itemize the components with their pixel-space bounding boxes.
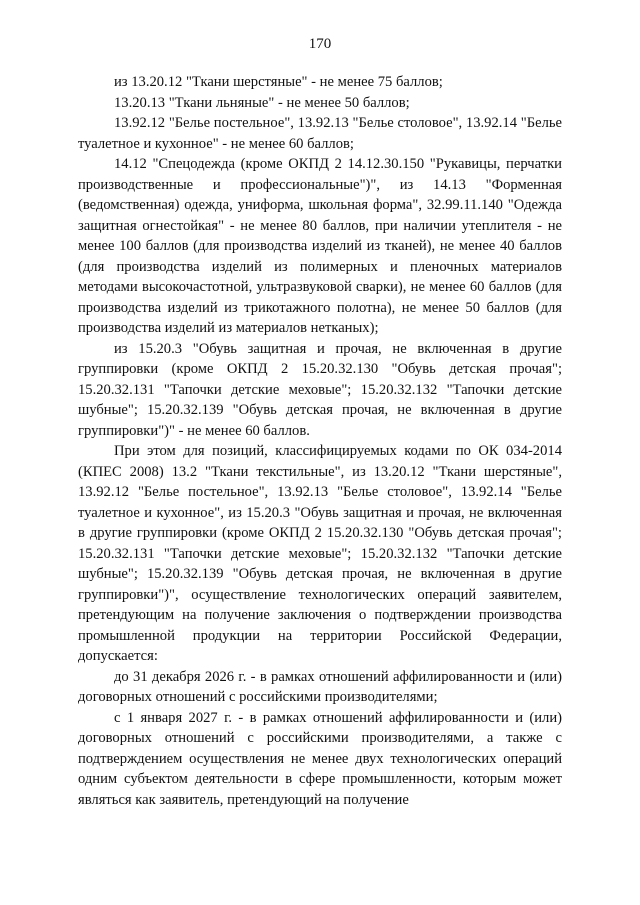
page-number: 170 <box>308 36 332 52</box>
paragraph-footwear: из 15.20.3 "Обувь защитная и прочая, не включенная в другие группировки (кроме ОКПД 2 15.20.32.130 "Обувь детская прочая"; 15.20.32.131 "Тапочки детские меховые"; 15.20.32.132 "Тапочки детские шубные"; 15.20.32.139 "Обувь детская прочая, не включенная в другие группировки")" - не менее 60 баллов. <box>78 340 562 439</box>
paragraph-linen-fabrics: 13.20.13 "Ткани льняные" - не менее 50 баллов; <box>114 94 410 111</box>
paragraph-bed-linen: 13.92.12 "Белье постельное", 13.92.13 "Белье столовое", 13.92.14 "Белье туалетное и кухонное" - не менее 60 баллов; <box>78 115 562 152</box>
paragraph-from-2027: с 1 января 2027 г. - в рамках отношений аффилированности и (или) договорных отношений с российскими производителями, а также с подтверждением осуществления не менее двух технологических операций одним субъектом деятельности в сфере промышленности, которым может являться как заявитель, претендующий на получение <box>78 709 562 808</box>
paragraph-workwear: 14.12 "Спецодежда (кроме ОКПД 2 14.12.30.150 "Рукавицы, перчатки производственные и профессиональные")", из 14.13 "Форменная (ведомственная) одежда, униформа, школьная форма", 32.99.11.140 "Одежда защитная огнестойкая" - не менее 80 баллов, при наличии утеплителя - не менее 100 баллов (для производства изделий из тканей), не менее 40 баллов (для производства изделий из полимерных и пленочных материалов методами высокочастотной, ультразвуковой сварки), не менее 60 баллов (для производства изделий из трикотажного полотна), не менее 50 баллов (для производства изделий из материалов нетканых); <box>78 156 562 336</box>
document-body <box>78 72 562 810</box>
paragraph-wool-fabrics: из 13.20.12 "Ткани шерстяные" - не менее 75 баллов; <box>114 74 443 90</box>
paragraph-until-2026: до 31 декабря 2026 г. - в рамках отношений аффилированности и (или) договорных отношений с российскими производителями; <box>78 668 562 705</box>
paragraph-technological-operations: При этом для позиций, классифицируемых кодами по ОК 034-2014 (КПЕС 2008) 13.2 "Ткани текстильные", из 13.20.12 "Ткани шерстяные", 13.92.12 "Белье постельное", 13.92.13 "Белье столовое", 13.92.14 "Белье туалетное и кухонное", из 15.20.3 "Обувь защитная и прочая, не включенная в другие группировки (кроме ОКПД 2 15.20.32.130 "Обувь детская прочая"; 15.20.32.131 "Тапочки детские меховые"; 15.20.32.132 "Тапочки детские шубные"; 15.20.32.139 "Обувь детская прочая, не включенная в другие группировки")", осуществление технологических операций заявителем, претендующим на получение заключения о подтверждении производства промышленной продукции на территории Российской Федерации, допускается: <box>78 443 562 664</box>
